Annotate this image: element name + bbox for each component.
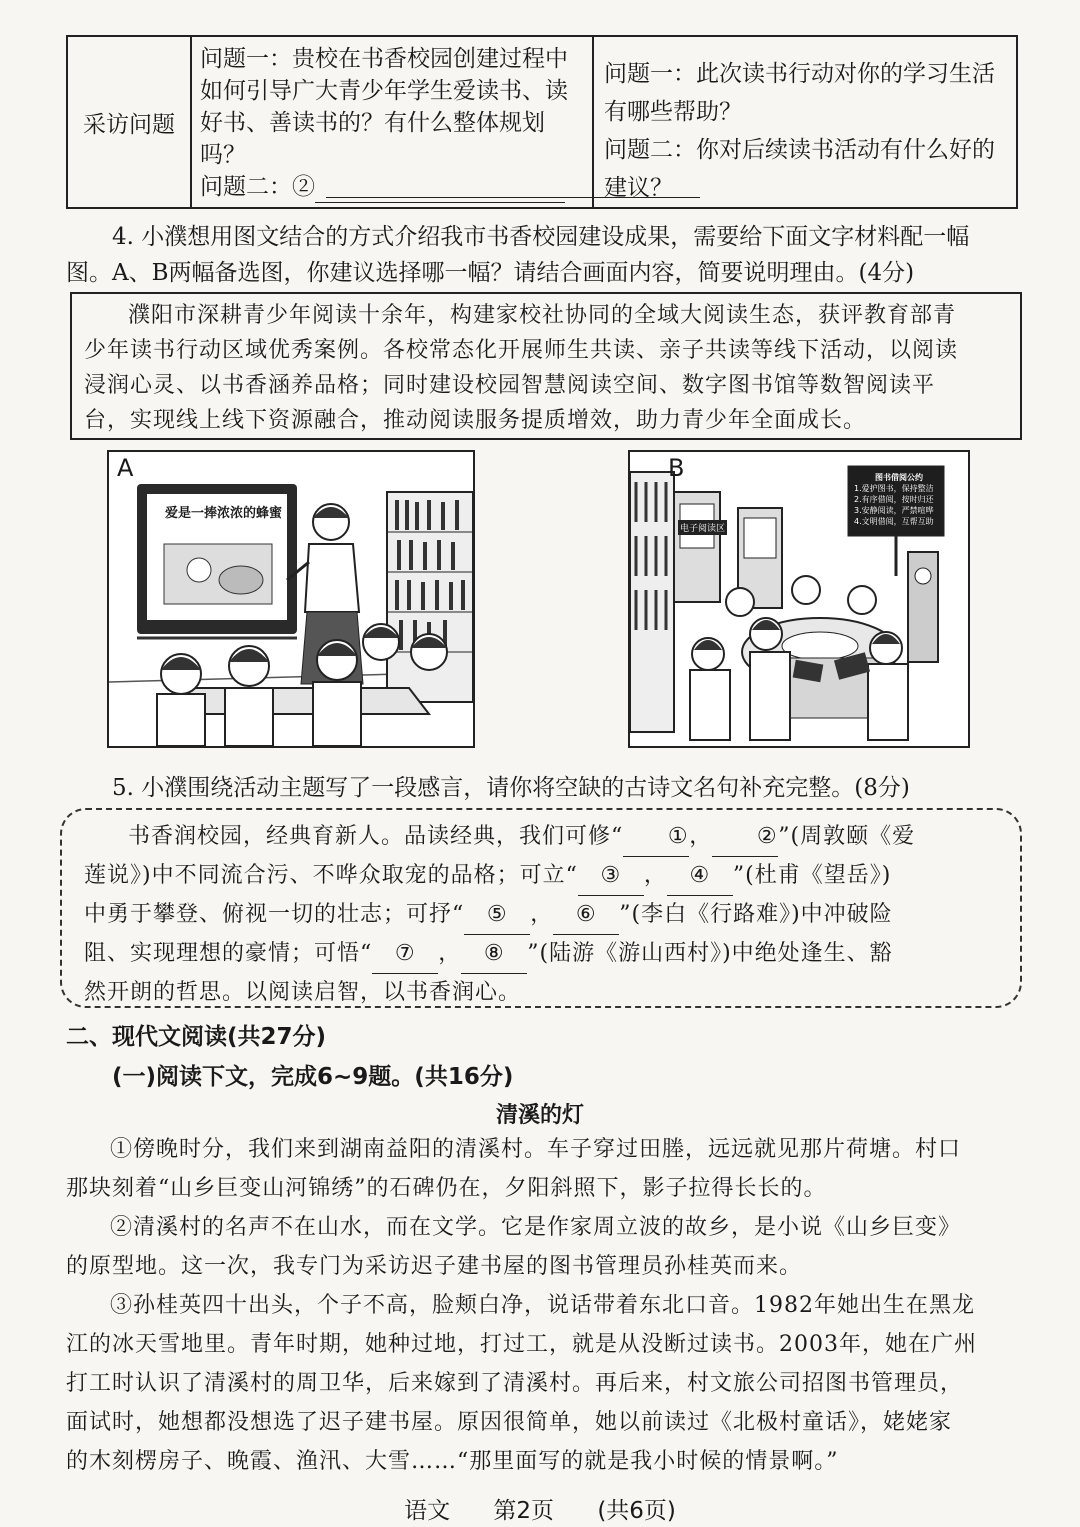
footer-page-number: 第2页: [493, 1498, 555, 1524]
table-row-label: 采访问题: [68, 37, 192, 207]
blank-6[interactable]: ⑥: [553, 896, 619, 935]
picture-a-label: A: [117, 454, 134, 482]
question-5-passage-box: [60, 808, 1022, 1008]
table-cell-line: [200, 171, 584, 203]
notice-board: [854, 472, 944, 527]
notice-board-item: 2.有序借阅，按时归还: [854, 495, 934, 504]
question-two-label: 问题二：②: [200, 174, 315, 200]
notice-board-item: 1.爱护图书，保持整洁: [854, 484, 934, 493]
material-line: 台，实现线上线下资源融合，推动阅读服务提质增效，助力青少年全面成长。: [84, 408, 867, 433]
notice-board-item: 3.安静阅读，严禁喧哗: [854, 506, 934, 515]
blank-5[interactable]: ⑤: [464, 896, 530, 935]
blank-4[interactable]: ④: [667, 857, 733, 896]
material-line: 少年读书行动区域优秀案例。各校常态化开展师生共读、亲子共读等线下活动，以阅读: [84, 338, 959, 363]
article-paragraph-3: ③孙桂英四十出头，个子不高，脸颊白净，说话带着东北口音。1982年她出生在黑龙 江的冰天雪地里。青年时期，她种过地，打过工，就是从没断过读书。2003年，她在广州 打工时认识了清溪村的周卫华，后来嫁到了清溪村。再后来，村文旅公司招图书管理员， 面试时，她想都没想选了迟子建书屋。原因很简单，她以前读过《北极村童话》，姥姥家 的木刻楞房子、晚霞、渔汛、大雪……“那里面写的就是我小时候的情景啊。”: [66, 1293, 977, 1474]
table-cell-line: 如何引导广大青少年学生爱读书、读: [200, 78, 568, 104]
answer-blank[interactable]: [315, 176, 565, 203]
article-title: 清溪的灯: [495, 1103, 584, 1128]
table-cell-line: 好书、善读书的？有什么整体规划吗？: [200, 110, 545, 168]
classroom-illustration: [109, 452, 473, 746]
picture-a: [107, 450, 475, 748]
picture-b: [628, 450, 970, 748]
sub-section-heading: (一)阅读下文，完成6~9题。(共16分): [112, 1064, 514, 1090]
picture-b-label: B: [668, 454, 685, 482]
blank-8[interactable]: ⑧: [461, 935, 527, 974]
material-line: 浸润心灵、以书香涵养品格；同时建设校园智慧阅读空间、数字图书馆等数智阅读平: [84, 373, 936, 398]
interview-table: [66, 35, 1018, 209]
question-4-line-1: 4. 小濮想用图文结合的方式介绍我市书香校园建设成果，需要给下面文字材料配一幅: [112, 224, 970, 250]
table-cell-line: 建议？: [604, 175, 673, 201]
section-heading: 二、现代文阅读(共27分): [66, 1024, 327, 1050]
article-paragraph-1: ①傍晚时分，我们来到湖南益阳的清溪村。车子穿过田塍，远远就见那片荷塘。村口 那块刻着“山乡巨变山河锦绣”的石碑仍在，夕阳斜照下，影子拉得长长的。: [66, 1137, 962, 1201]
page-footer: [0, 1492, 1080, 1525]
passage-line: 然开朗的哲思。以阅读启智，以书香润心。: [84, 980, 522, 1005]
article-paragraph-2: ②清溪村的名声不在山水，而在文学。它是作家周立波的故乡，是小说《山乡巨变》 的原型地。这一次，我专门为采访迟子建书屋的图书管理员孙桂英而来。: [66, 1215, 962, 1279]
table-cell-line: 问题一：贵校在书香校园创建过程中: [200, 46, 568, 72]
notice-board-item: 4.文明借阅，互帮互助: [854, 517, 934, 526]
table-cell-school-questions: [192, 37, 594, 207]
kiosk-sign: 电子阅读区: [678, 520, 727, 535]
notice-board-title: 图书借阅公约: [875, 473, 923, 482]
blank-2[interactable]: ②: [712, 818, 778, 857]
blank-7[interactable]: ⑦: [372, 935, 438, 974]
question-5-prompt: 5. 小濮围绕活动主题写了一段感言，请你将空缺的古诗文名句补充完整。(8分): [112, 775, 910, 801]
table-cell-line: 问题一：此次读书行动对你的学习生活: [604, 61, 995, 87]
blank-1[interactable]: ①: [623, 818, 689, 857]
table-cell-line: 有哪些帮助？: [604, 99, 742, 125]
passage-line: 中勇于攀登、俯视一切的壮志；可抒“ ⑤ ， ⑥ ”(李白《行路难》)中冲破险: [84, 896, 1004, 935]
material-line: 濮阳市深耕青少年阅读十余年，构建家校社协同的全域大阅读生态，获评教育部青: [128, 303, 957, 328]
passage-line: 莲说》)中不同流合污、不哗众取宠的品格；可立“ ③ ， ④ ”(杜甫《望岳》): [84, 857, 1004, 896]
blank-3[interactable]: ③: [578, 857, 644, 896]
question-4-line-2: 图。A、B两幅备选图，你建议选择哪一幅？请结合画面内容，简要说明理由。(4分): [66, 260, 915, 286]
footer-subject: 语文: [404, 1498, 451, 1524]
table-cell-line: 问题二：你对后续读书活动有什么好的: [604, 137, 995, 163]
footer-total-pages: (共6页): [597, 1498, 676, 1524]
passage-line: 阻、实现理想的豪情；可悟“ ⑦ ， ⑧ ”(陆游《游山西村》)中绝处逢生、豁: [84, 935, 1004, 974]
table-cell-student-questions: [596, 37, 1016, 207]
screen-title: 爱是一捧浓浓的蜂蜜: [165, 506, 283, 521]
question-4-material-box: [70, 292, 1022, 440]
passage-line: 书香润校园，经典育新人。品读经典，我们可修“ ①， ②”(周敦颐《爱: [84, 818, 1004, 857]
